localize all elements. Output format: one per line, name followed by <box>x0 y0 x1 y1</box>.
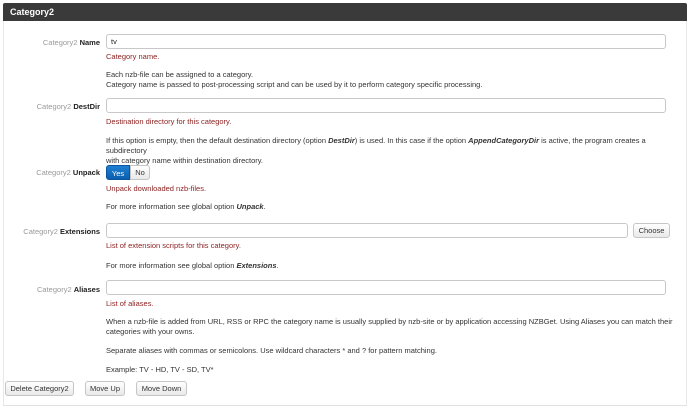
extensions-desc-suffix: . <box>276 261 279 270</box>
unpack-desc-prefix: For more information see global option <box>106 202 237 211</box>
extensions-description <box>106 261 676 271</box>
aliases-description <box>106 317 686 375</box>
unpack-description <box>106 202 676 212</box>
panel-header <box>3 3 687 21</box>
destdir-description <box>106 136 686 166</box>
aliases-desc-line2: categories with your owns. <box>106 327 195 336</box>
destdir-input[interactable] <box>106 98 666 113</box>
extensions-label <box>0 226 100 238</box>
destdir-hint: Destination directory for this category. <box>106 117 232 126</box>
destdir-desc-part2: ) is used. In this case if the option <box>354 136 469 145</box>
panel-title: Category2 <box>10 7 55 17</box>
destdir-label <box>0 101 100 113</box>
name-label-key: Name <box>79 38 100 47</box>
name-description <box>106 70 676 90</box>
name-label-prefix: Category2 <box>42 38 78 47</box>
destdir-desc-opt2: AppendCategoryDir <box>468 136 540 145</box>
destdir-desc-part3: is active, the program creates a subdirectory <box>106 136 646 155</box>
name-label <box>0 37 100 49</box>
destdir-label-prefix: Category2 <box>36 102 72 111</box>
name-desc-line2: Category name is passed to post-processing script and can be used by it to perform category specific processing. <box>106 80 483 89</box>
delete-category-button[interactable]: Delete Category2 <box>5 381 74 396</box>
extensions-input[interactable] <box>106 223 628 238</box>
name-hint: Category name. <box>106 52 160 61</box>
destdir-desc-line2: with category name within destination directory. <box>106 156 264 165</box>
choose-button[interactable]: Choose <box>633 223 670 238</box>
extensions-desc-prefix: For more information see global option <box>106 261 237 270</box>
aliases-input[interactable] <box>106 280 666 295</box>
aliases-label-key: Aliases <box>73 285 100 294</box>
unpack-yes-button[interactable]: Yes <box>106 165 130 180</box>
unpack-label-prefix: Category2 <box>36 168 71 177</box>
extensions-label-prefix: Category2 <box>23 227 58 236</box>
destdir-desc-part1: If this option is empty, then the default destination directory (option <box>106 136 329 145</box>
move-up-button[interactable]: Move Up <box>85 381 125 396</box>
unpack-no-button[interactable]: No <box>130 165 150 180</box>
unpack-label-key: Unpack <box>72 168 100 177</box>
aliases-label-prefix: Category2 <box>37 285 72 294</box>
destdir-desc-line1 <box>106 136 686 156</box>
name-input[interactable] <box>106 34 666 49</box>
aliases-label <box>0 284 100 296</box>
extensions-hint: List of extension scripts for this category. <box>106 241 241 250</box>
unpack-hint: Unpack downloaded nzb-files. <box>106 184 207 193</box>
aliases-desc-line3: Separate aliases with commas or semicolons. Use wildcard characters * and ? for pattern matching. <box>106 346 437 355</box>
extensions-label-key: Extensions <box>59 227 100 236</box>
unpack-label <box>0 167 100 179</box>
aliases-desc-line1: When a nzb-file is added from URL, RSS or RPC the category name is usually supplied by nzb-site or by application accessing NZBGet. Using Aliases you can match their <box>106 317 673 326</box>
aliases-hint: List of aliases. <box>106 299 154 308</box>
unpack-desc-opt: Unpack <box>236 202 264 211</box>
footer-divider <box>3 405 687 406</box>
move-down-button[interactable]: Move Down <box>136 381 187 396</box>
aliases-desc-line4: Example: TV - HD, TV - SD, TV* <box>106 365 214 374</box>
destdir-desc-opt1: DestDir <box>328 136 355 145</box>
name-desc-line1: Each nzb-file can be assigned to a category. <box>106 70 254 79</box>
destdir-label-key: DestDir <box>73 102 100 111</box>
unpack-desc-suffix: . <box>263 202 266 211</box>
extensions-desc-opt: Extensions <box>236 261 277 270</box>
